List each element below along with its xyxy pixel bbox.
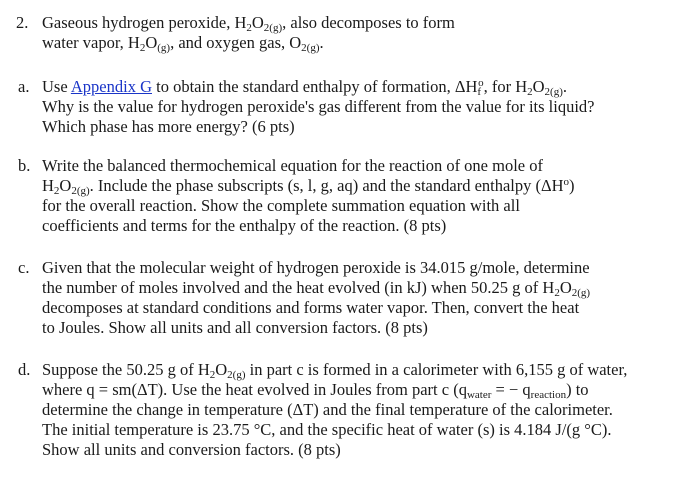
question-number: 2. bbox=[16, 13, 29, 32]
part-d-line-4: The initial temperature is 23.75 °C, and the specific heat of water (s) is 4.184 J/(g °C). bbox=[42, 420, 612, 439]
part-c-line-1: Given that the molecular weight of hydrogen peroxide is 34.015 g/mole, determine bbox=[42, 258, 590, 277]
part-d-line-5: Show all units and conversion factors. (8 pts) bbox=[42, 440, 341, 459]
part-b-line-2: $H_2O_{2(g)}$. Include the phase subscripts (s, l, g, aq) and the standard enthalpy $(\Delta H^o)$ bbox=[42, 176, 575, 197]
part-c-label: c. bbox=[18, 258, 30, 277]
part-b-line-4: coefficients and terms for the enthalpy of the reaction. (8 pts) bbox=[42, 216, 447, 235]
part-d-line-1: Suppose the 50.25 g of $H_2O_{2(g)}$ in part c is formed in a calorimeter with 6,155 g of water, bbox=[42, 360, 628, 381]
part-d-line-3: determine the change in temperature (ΔT) and the final temperature of the calorimeter. bbox=[42, 400, 613, 419]
question-line-1: Gaseous hydrogen peroxide, $H_2O_{2(g)}$, also decomposes to form bbox=[42, 13, 455, 34]
part-a-label: a. bbox=[18, 77, 30, 96]
part-a-line-2: Why is the value for hydrogen peroxide's gas different from the value for its liquid? bbox=[42, 97, 595, 116]
part-c-line-4: to Joules. Show all units and all conversion factors. (8 pts) bbox=[42, 318, 428, 337]
part-b-label: b. bbox=[18, 156, 31, 175]
part-a-line-3: Which phase has more energy? (6 pts) bbox=[42, 117, 295, 136]
part-a-line-1: Use Appendix G to obtain the standard enthalpy of formation, $\Delta H_f^o$, for $H_2O_{2(g)}$. bbox=[42, 77, 567, 98]
part-c-line-3: decomposes at standard conditions and forms water vapor. Then, convert the heat bbox=[42, 298, 580, 317]
part-b-line-1: Write the balanced thermochemical equation for the reaction of one mole of bbox=[42, 156, 543, 175]
part-d-label: d. bbox=[18, 360, 31, 379]
part-b-line-3: for the overall reaction. Show the complete summation equation with all bbox=[42, 196, 520, 215]
appendix-g-link[interactable]: Appendix G bbox=[70, 77, 152, 96]
part-d-line-2: where q = sm(ΔT). Use the heat evolved in Joules from part c ($q_{water}$ = − $q_{reaction}$) to bbox=[42, 380, 589, 401]
question-line-2: water vapor, $H_2O_{(g)}$, and oxygen gas, $O_{2(g)}$. bbox=[42, 33, 324, 54]
part-c-line-2: the number of moles involved and the heat evolved (in kJ) when 50.25 g of $H_2O_{2(g)}$ bbox=[42, 278, 591, 299]
